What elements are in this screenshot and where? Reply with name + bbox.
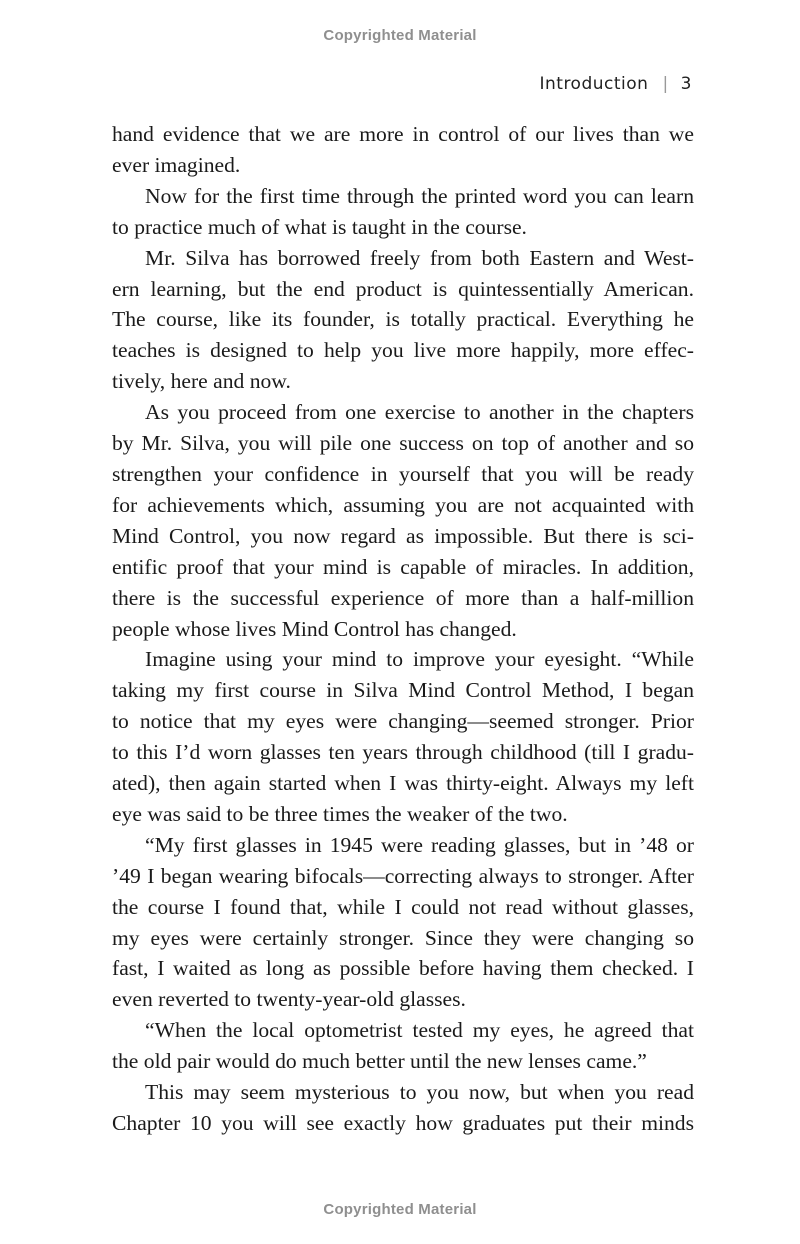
text-line: As you proceed from one exercise to another in the chapters: [145, 400, 694, 425]
running-head: [539, 74, 692, 94]
text-line: Mind Control, you now regard as impossible. But there is sci-: [112, 523, 694, 548]
text-line: The course, like its founder, is totally practical. Everything he: [112, 307, 694, 332]
text-line: to this I’d worn glasses ten years through childhood (till I gradu-: [112, 740, 694, 765]
text-line: my eyes were certainly stronger. Since they were changing so: [112, 925, 694, 950]
text-line: fast, I waited as long as possible before having them checked. I: [112, 956, 694, 981]
text-line: Now for the first time through the printed word you can learn: [145, 183, 694, 208]
text-line: ern learning, but the end product is quintessentially American.: [112, 276, 694, 301]
text-line: “When the local optometrist tested my eyes, he agreed that: [145, 1018, 694, 1043]
text-line: ated), then again started when I was thirty-eight. Always my left: [112, 771, 694, 796]
copyright-watermark-top: Copyrighted Material: [323, 27, 477, 44]
text-line: ever imagined.: [112, 152, 241, 177]
text-line: eye was said to be three times the weaker of the two.: [112, 801, 568, 826]
text-line: tively, here and now.: [112, 369, 291, 394]
text-line: even reverted to twenty-year-old glasses.: [112, 987, 466, 1012]
copyright-watermark-bottom: Copyrighted Material: [323, 1201, 477, 1218]
text-line: there is the successful experience of more than a half-million: [112, 585, 694, 610]
header-separator: |: [662, 74, 669, 94]
text-line: This may seem mysterious to you now, but when you read: [145, 1080, 694, 1105]
text-line: the course I found that, while I could not read without glasses,: [112, 894, 694, 919]
text-line: the old pair would do much better until the new lenses came.”: [112, 1049, 647, 1074]
text-line: taking my first course in Silva Mind Control Method, I began: [112, 678, 694, 703]
text-line: for achievements which, assuming you are not acquainted with: [112, 492, 694, 517]
text-line: to notice that my eyes were changing—seemed stronger. Prior: [112, 709, 694, 734]
text-line: strengthen your confidence in yourself that you will be ready: [112, 461, 694, 486]
page-number: 3: [680, 74, 692, 94]
text-line: by Mr. Silva, you will pile one success on top of another and so: [112, 431, 694, 456]
text-line: Mr. Silva has borrowed freely from both Eastern and West-: [145, 245, 694, 270]
text-line: hand evidence that we are more in control of our lives than we: [112, 122, 694, 146]
chapter-title: Introduction: [539, 74, 649, 94]
text-line: “My first glasses in 1945 were reading glasses, but in ’48 or: [145, 832, 694, 857]
text-line: Imagine using your mind to improve your eyesight. “While: [145, 647, 694, 672]
text-line: teaches is designed to help you live more happily, more effec-: [112, 338, 694, 363]
text-line: Chapter 10 you will see exactly how graduates put their minds: [112, 1111, 694, 1135]
text-line: people whose lives Mind Control has changed.: [112, 616, 517, 641]
text-line: ’49 I began wearing bifocals—correcting always to stronger. After: [112, 863, 694, 888]
body-text: [112, 119, 694, 1139]
text-line: entific proof that your mind is capable of miracles. In addition,: [112, 554, 694, 579]
text-line: to practice much of what is taught in the course.: [112, 214, 527, 239]
